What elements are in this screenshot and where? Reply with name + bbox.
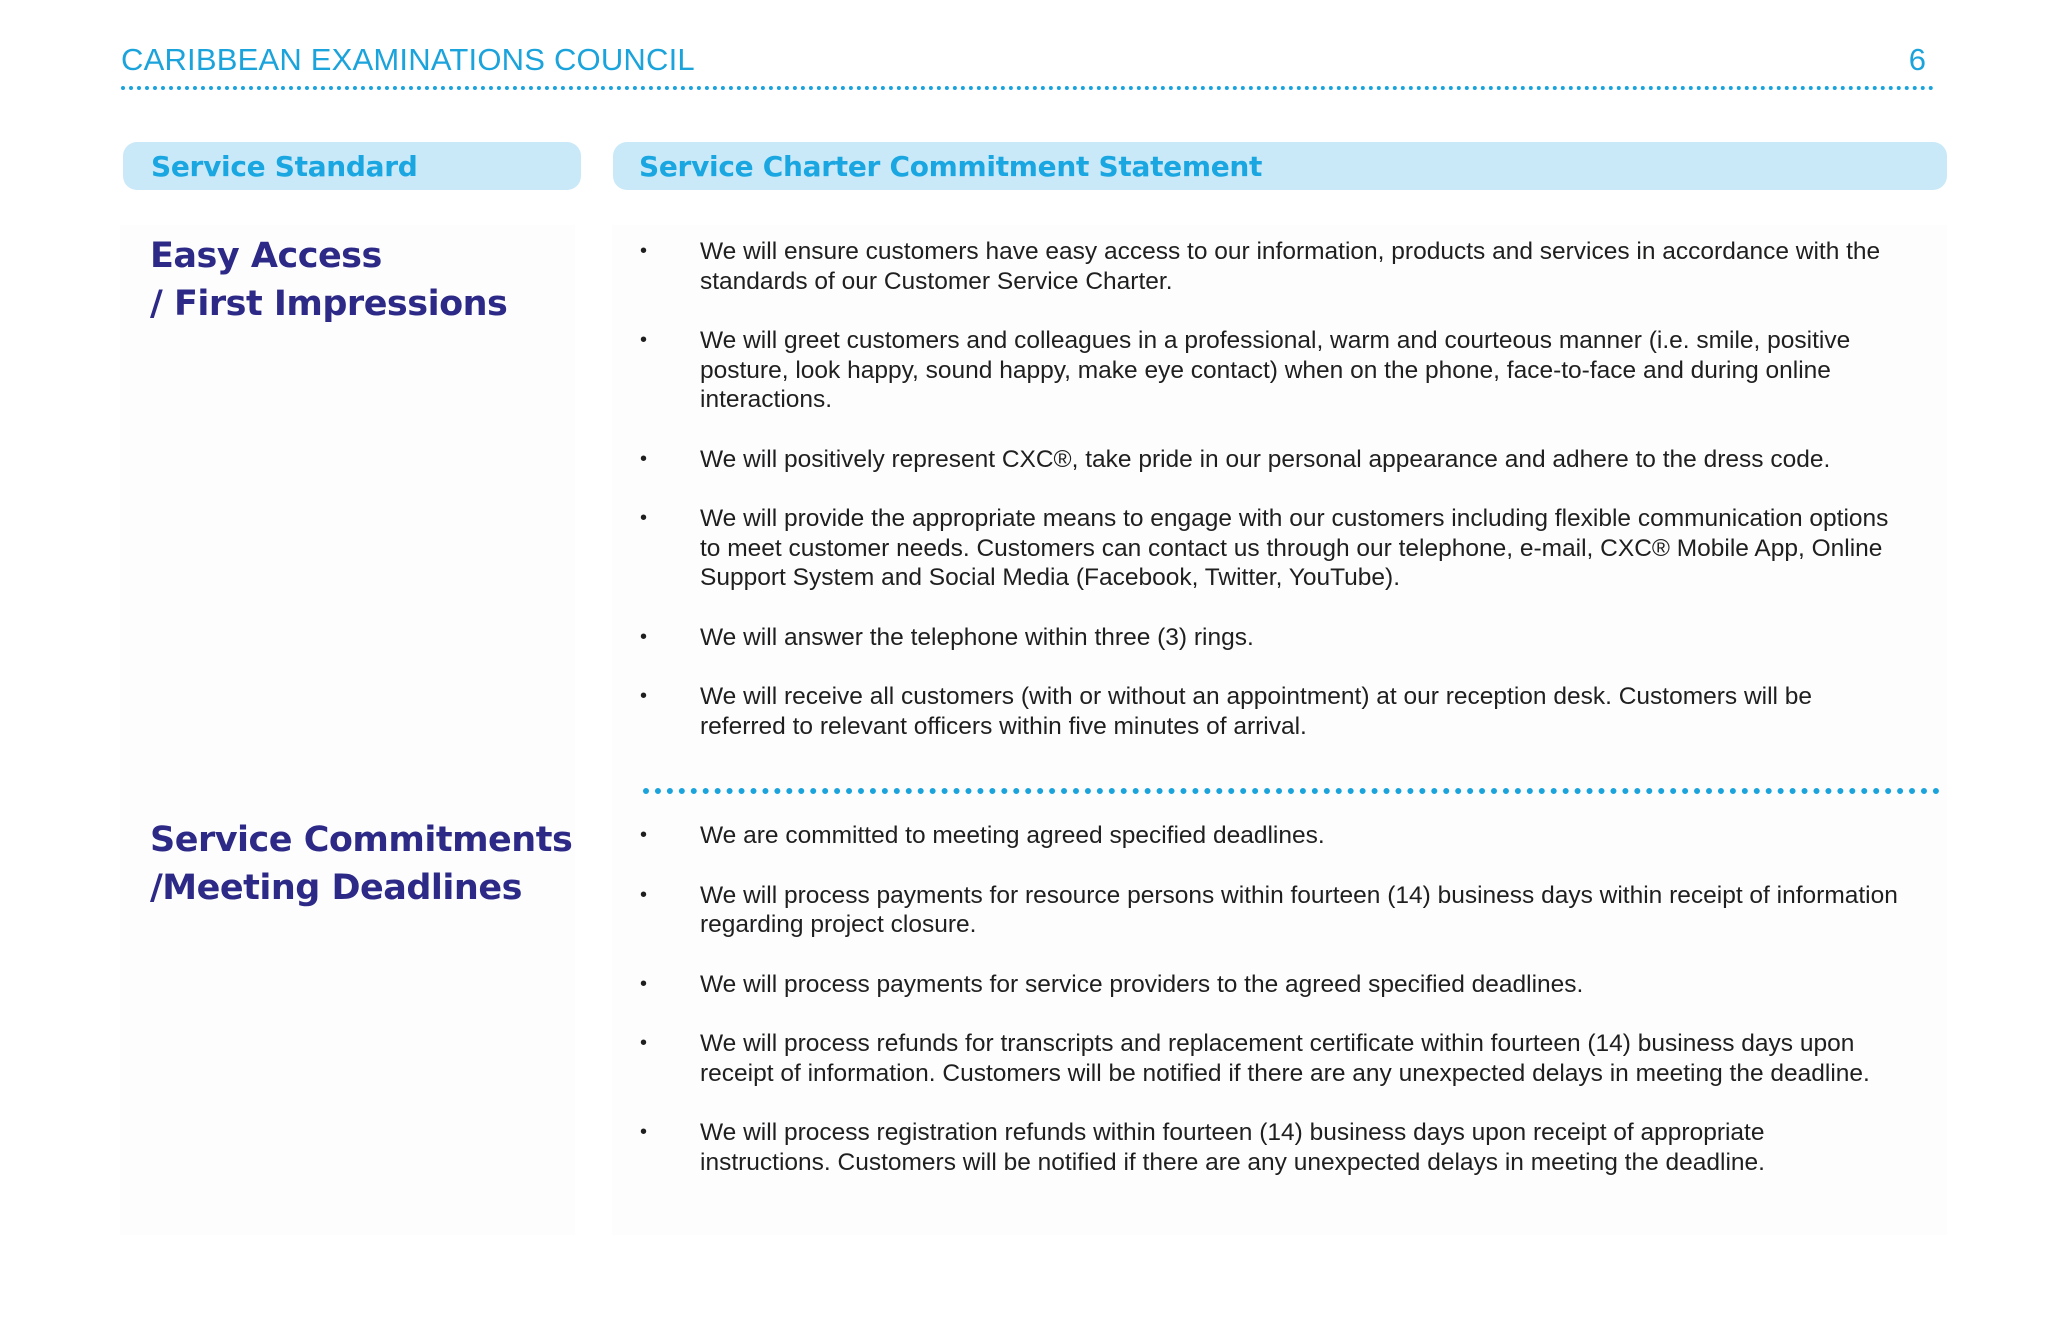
column-header-label: Service Charter Commitment Statement (639, 149, 1263, 183)
section-title-line: /Meeting Deadlines (150, 868, 522, 908)
column-header-label: Service Standard (151, 149, 418, 183)
section-title-line: Service Commitments (150, 820, 573, 860)
page-number: 6 (1908, 42, 1926, 77)
list-item: • We will ensure customers have easy access to our information, products and services in accordance with the standards of our Customer Service Charter. (640, 238, 1881, 295)
list-item: • We will receive all customers (with or without an appointment) at our reception desk. Customers will be referred to relevant officers within five minutes of arrival. (640, 683, 1813, 740)
list-item: • We will process payments for resource persons within fourteen (14) business days within receipt of information regarding project closure. (640, 881, 1898, 938)
easy-access-bullet-list (640, 237, 1900, 771)
header-divider (121, 86, 1935, 90)
list-item: • We will provide the appropriate means to engage with our customers including flexible communication options to meet customer needs. Customers can contact us through our telephone, e-mail, CXC® Mobile App, Online Support System and Social Media (Facebook, Twitter, YouTube). (640, 505, 1889, 591)
column-header-service-standard (123, 142, 581, 190)
list-item: • We will positively represent CXC®, take pride in our personal appearance and adhere to the dress code. (640, 445, 1831, 473)
column-header-commitment-statement (613, 142, 1947, 190)
list-item: • We will process refunds for transcripts and replacement certificate within fourteen (14) business days upon receipt of information. Customers will be notified if there are any unexpected delays in meeting the deadline. (640, 1030, 1870, 1087)
section-title-line: / First Impressions (150, 284, 508, 324)
section-title-line: Easy Access (150, 236, 382, 276)
section-title-easy-access (150, 232, 507, 328)
list-item: • We will process payments for service providers to the agreed specified deadlines. (640, 970, 1584, 998)
list-item: • We will answer the telephone within three (3) rings. (640, 623, 1254, 651)
list-item: • We are committed to meeting agreed specified deadlines. (640, 822, 1325, 849)
organization-name: CARIBBEAN EXAMINATIONS COUNCIL (121, 42, 695, 77)
list-item: • We will process registration refunds within fourteen (14) business days upon receipt of appropriate instructions. Customers will be notified if there are any unexpected delays in meeting the deadline. (640, 1119, 1765, 1176)
standard-column-panel (120, 225, 575, 1235)
list-item: • We will greet customers and colleagues in a professional, warm and courteous manner (i.e. smile, positive posture, look happy, sound happy, make eye contact) when on the phone, face-to-face and during online interactions. (640, 327, 1851, 413)
section-title-service-commitments (150, 816, 572, 912)
section-divider (643, 788, 1940, 794)
service-commitments-bullet-list (640, 821, 1900, 1207)
